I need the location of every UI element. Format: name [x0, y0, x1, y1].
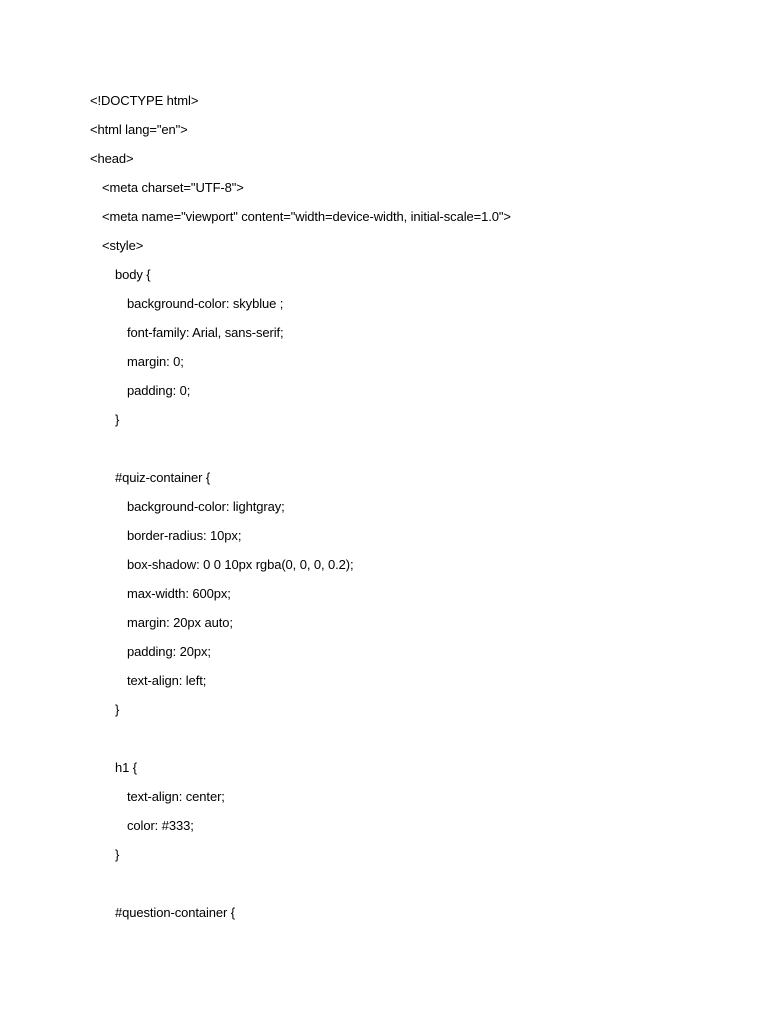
code-line: background-color: skyblue ;	[127, 296, 284, 311]
code-line: }	[115, 702, 120, 717]
code-line: h1 {	[115, 760, 138, 775]
code-line: font-family: Arial, sans-serif;	[127, 325, 284, 340]
code-listing	[90, 91, 511, 932]
code-line: padding: 0;	[127, 383, 191, 398]
code-line: <!DOCTYPE html>	[90, 93, 199, 108]
code-line: border-radius: 10px;	[127, 528, 242, 543]
blank-line	[90, 439, 511, 468]
code-line: <meta charset="UTF-8">	[102, 180, 244, 195]
blank-line	[90, 874, 511, 903]
code-line: body {	[115, 267, 151, 282]
code-line: max-width: 600px;	[127, 586, 231, 601]
code-line: <meta name="viewport" content="width=device-width, initial-scale=1.0">	[102, 209, 511, 224]
code-line: background-color: lightgray;	[127, 499, 285, 514]
code-line: color: #333;	[127, 818, 194, 833]
code-line: margin: 20px auto;	[127, 615, 233, 630]
code-line: }	[115, 412, 120, 427]
code-line: <style>	[102, 238, 144, 253]
code-line: <html lang="en">	[90, 122, 188, 137]
code-line: #question-container {	[115, 905, 236, 920]
code-line: box-shadow: 0 0 10px rgba(0, 0, 0, 0.2);	[127, 557, 354, 572]
code-line: <head>	[90, 151, 134, 166]
code-line: margin: 0;	[127, 354, 184, 369]
code-line: }	[115, 847, 120, 862]
blank-line	[90, 729, 511, 758]
code-line: text-align: center;	[127, 789, 225, 804]
code-line: text-align: left;	[127, 673, 207, 688]
code-line: padding: 20px;	[127, 644, 211, 659]
code-line: #quiz-container {	[115, 470, 211, 485]
